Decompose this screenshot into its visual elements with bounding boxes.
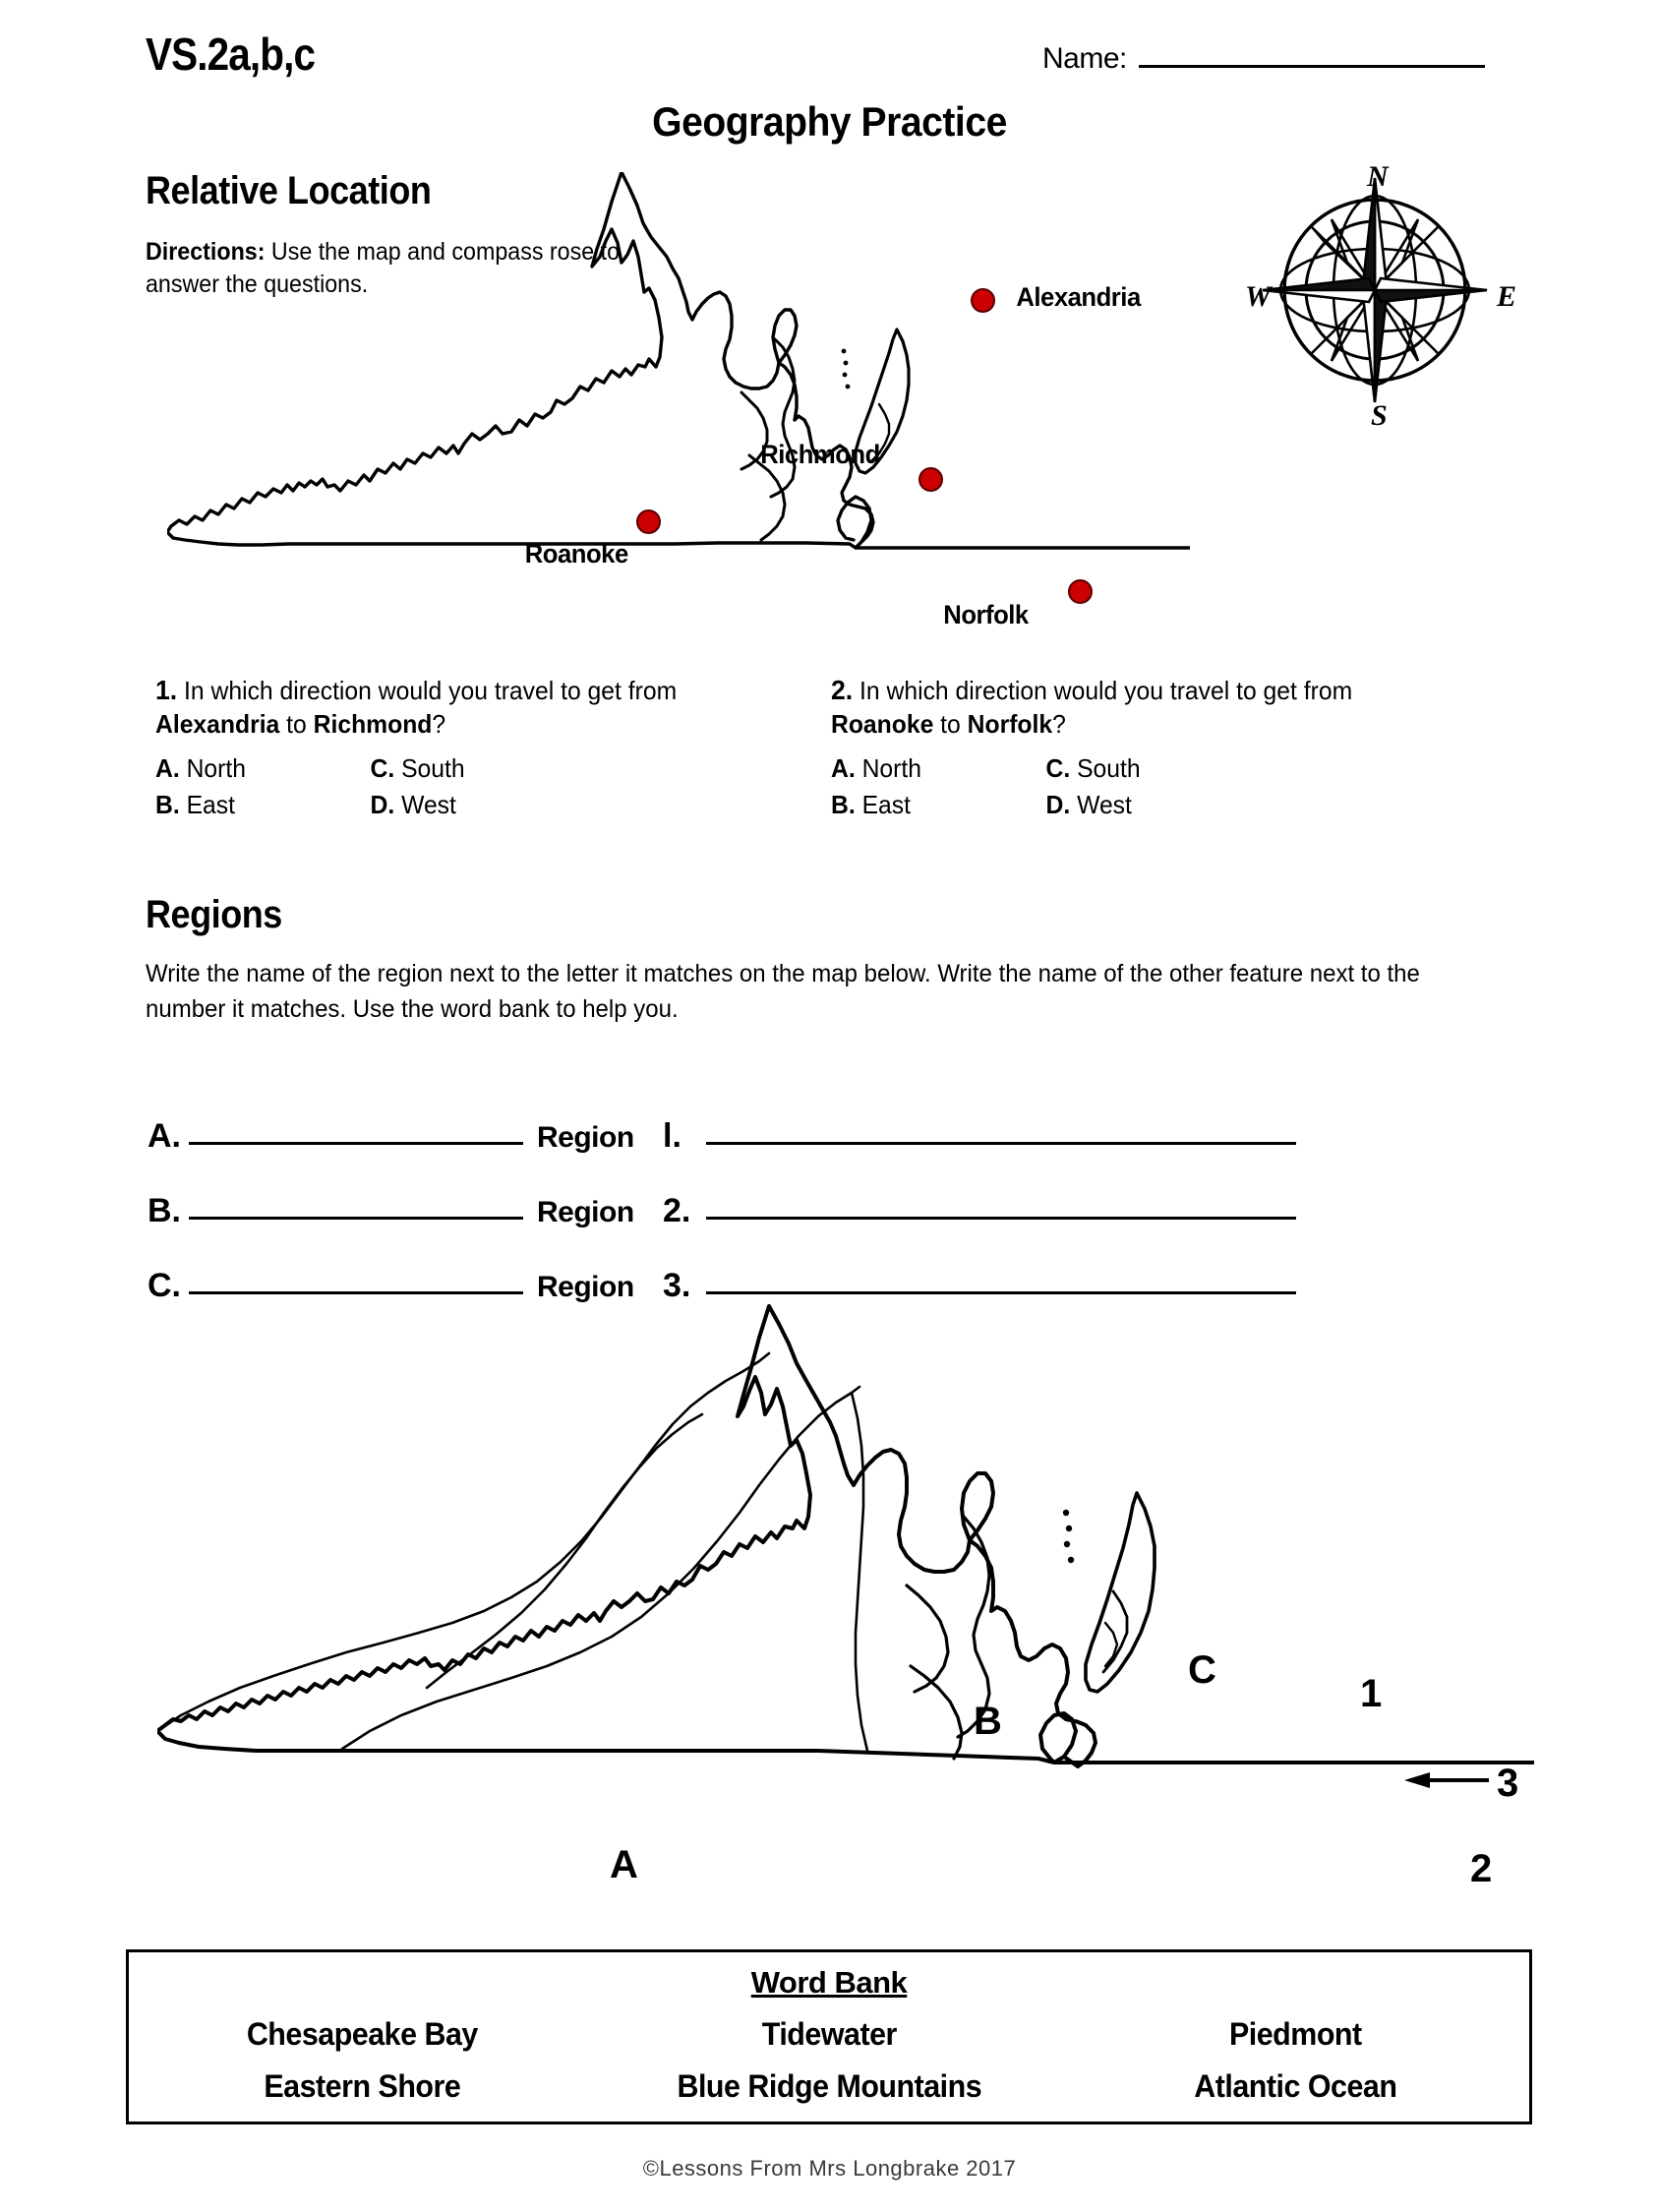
answer-region-word-c: Region	[537, 1271, 634, 1303]
choice-text: East	[861, 790, 912, 820]
question-1-choice-d[interactable]	[371, 790, 754, 820]
answer-letter-a: A.	[148, 1117, 181, 1155]
word-bank-item[interactable]: Eastern Shore	[264, 2068, 461, 2104]
answer-row	[148, 1153, 1544, 1227]
city-label-roanoke: Roanoke	[524, 539, 628, 568]
answer-number-1: l.	[663, 1117, 681, 1155]
question-1-city-to: Richmond	[313, 709, 433, 740]
city-dot-norfolk	[1068, 579, 1093, 604]
answer-number-3: 3.	[663, 1267, 691, 1304]
answer-region-word-a: Region	[537, 1121, 634, 1154]
choice-letter: C.	[370, 753, 395, 784]
question-2-choice-d[interactable]	[1046, 790, 1430, 820]
compass-label-south: S	[1371, 399, 1388, 432]
word-bank-row-2	[129, 2068, 1529, 2105]
word-bank-box	[126, 1949, 1532, 2124]
choice-text: East	[186, 790, 236, 820]
directions-label: Directions:	[146, 238, 266, 266]
region-map-label-b: B	[974, 1700, 1002, 1743]
answer-region-word-b: Region	[537, 1196, 634, 1228]
region-map-label-1: 1	[1360, 1672, 1383, 1715]
question-1-number: 1.	[155, 675, 178, 705]
choice-text: North	[861, 753, 921, 784]
question-1-city-from: Alexandria	[155, 709, 280, 740]
question-1-choice-a[interactable]	[155, 753, 371, 784]
section-heading-regions: Regions	[146, 893, 282, 936]
question-2-stem-pre: In which direction would you travel to get from	[853, 676, 1353, 705]
question-2-stem-post: ?	[1052, 709, 1066, 740]
choice-letter: D.	[1045, 790, 1071, 820]
answer-number-2: 2.	[663, 1192, 691, 1229]
question-2	[831, 673, 1460, 820]
city-dot-alexandria	[971, 288, 995, 313]
region-map-label-c: C	[1188, 1648, 1216, 1692]
question-2-stem	[831, 673, 1429, 742]
question-2-choices	[831, 753, 1429, 820]
choice-text: West	[1077, 790, 1132, 820]
compass-label-north: N	[1367, 160, 1389, 193]
question-2-city-to: Norfolk	[967, 709, 1053, 740]
question-2-number: 2.	[831, 675, 854, 705]
answer-row	[148, 1078, 1544, 1153]
answer-row	[148, 1227, 1544, 1302]
section-heading-relative-location: Relative Location	[146, 169, 432, 212]
question-2-choice-b[interactable]	[831, 790, 1046, 820]
question-2-choice-c[interactable]	[1046, 753, 1430, 784]
region-map-label-3: 3	[1497, 1762, 1519, 1805]
word-bank-item[interactable]: Chesapeake Bay	[246, 2016, 478, 2052]
virginia-regions-map	[157, 1298, 1534, 1938]
compass-label-west: W	[1245, 280, 1272, 313]
compass-rose-icon	[1237, 152, 1512, 428]
region-map-label-a: A	[610, 1843, 638, 1886]
page-title: Geography Practice	[652, 98, 1007, 145]
answer-blank-1[interactable]	[706, 1142, 1296, 1145]
answer-blank-3[interactable]	[706, 1291, 1296, 1294]
virginia-cities-map	[167, 172, 1190, 644]
arrow-icon-pointing-to-eastern-shore	[1404, 1765, 1489, 1795]
question-1-stem-mid: to	[279, 709, 314, 740]
question-2-stem-mid: to	[933, 709, 968, 740]
question-1-stem-pre: In which direction would you travel to get from	[177, 676, 678, 705]
choice-letter: D.	[370, 790, 395, 820]
word-bank-item[interactable]: Tidewater	[761, 2016, 897, 2052]
choice-letter: A.	[831, 753, 856, 784]
question-2-city-from: Roanoke	[831, 709, 934, 740]
choice-letter: C.	[1045, 753, 1071, 784]
question-1	[155, 673, 785, 820]
standard-code: VS.2a,b,c	[146, 29, 316, 80]
choice-letter: B.	[155, 790, 180, 820]
compass-label-east: E	[1497, 280, 1517, 313]
word-bank-item[interactable]: Piedmont	[1229, 2016, 1363, 2052]
answer-blank-b[interactable]	[189, 1217, 523, 1220]
word-bank-row-1	[129, 2016, 1529, 2053]
answer-blank-c[interactable]	[189, 1291, 523, 1294]
city-label-norfolk: Norfolk	[943, 600, 1029, 629]
city-label-alexandria: Alexandria	[1016, 282, 1141, 312]
answer-blank-a[interactable]	[189, 1142, 523, 1145]
choice-letter: A.	[155, 753, 180, 784]
question-1-choices	[155, 753, 753, 820]
choice-text: South	[401, 753, 465, 784]
region-map-label-2: 2	[1470, 1847, 1493, 1890]
question-1-stem	[155, 673, 753, 742]
name-input-line[interactable]	[1139, 37, 1485, 68]
regions-answer-grid	[148, 1078, 1544, 1302]
word-bank-item[interactable]: Atlantic Ocean	[1194, 2068, 1397, 2104]
question-1-choice-b[interactable]	[155, 790, 371, 820]
choice-text: North	[186, 753, 246, 784]
answer-letter-b: B.	[148, 1192, 181, 1229]
regions-instructions: Write the name of the region next to the letter it matches on the map below. Write the name of the other feature next to the number it matches. Use the word bank to help you.	[146, 960, 1420, 1024]
answer-letter-c: C.	[148, 1267, 181, 1304]
word-bank-title: Word Bank	[750, 1965, 908, 2000]
city-label-richmond: Richmond	[760, 440, 880, 469]
question-2-choice-a[interactable]	[831, 753, 1046, 784]
name-label: Name:	[1042, 42, 1127, 75]
directions-text: Use the map and compass rose to answer the questions.	[146, 238, 621, 298]
choice-text: West	[401, 790, 456, 820]
name-field-row	[1042, 37, 1485, 76]
footer-credit: ©Lessons From Mrs Longbrake 2017	[642, 2156, 1017, 2181]
question-1-stem-post: ?	[432, 709, 446, 740]
answer-blank-2[interactable]	[706, 1217, 1296, 1220]
choice-text: South	[1077, 753, 1141, 784]
city-dot-roanoke	[636, 509, 661, 534]
choice-letter: B.	[831, 790, 856, 820]
city-dot-richmond	[918, 467, 943, 492]
question-1-choice-c[interactable]	[371, 753, 754, 784]
word-bank-item[interactable]: Blue Ridge Mountains	[677, 2068, 981, 2104]
